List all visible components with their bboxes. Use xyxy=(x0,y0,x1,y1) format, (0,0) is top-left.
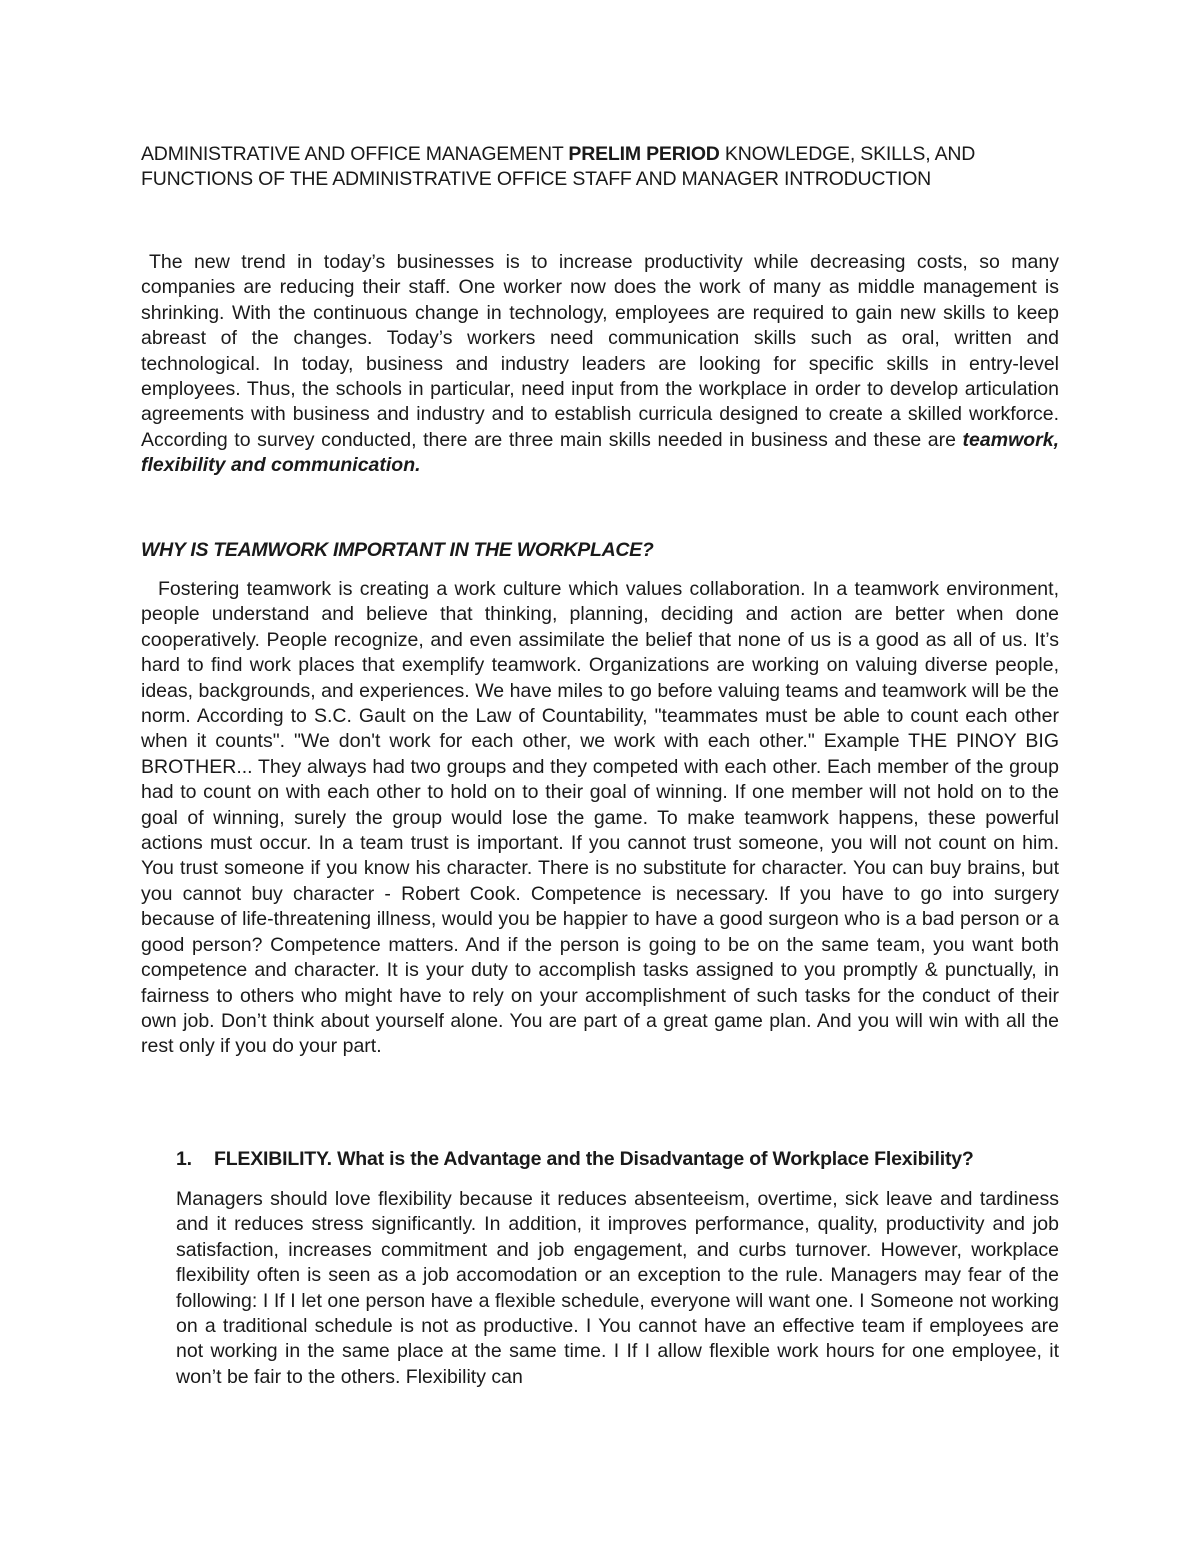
intro-emphasis: teamwork, flexibility and communication. xyxy=(141,428,1059,477)
title-text-part1: ADMINISTRATIVE AND OFFICE MANAGEMENT xyxy=(141,143,569,165)
teamwork-paragraph: Fostering teamwork is creating a work culture which values collaboration. In a teamwork environment, people understand and believe that thinking, planning, deciding and action are better when done cooperatively. People recognize, and even assimilate the belief that none of us is a good as all of us. It’s hard to find work places that exemplify teamwork. Organizations are working on valuing diverse people, ideas, backgrounds, and experiences. We have miles to go before valuing teams and teamwork will be the norm. According to S.C. Gault on the Law of Countability, "teammates must be able to count each other when it counts". "We don't work for each other, we work with each other." Example THE PINOY BIG BROTHER... They always had two groups and they competed with each other. Each member of the group had to count on with each other to hold on to their goal of winning. If one member will not hold on to the goal of winning, surely the group would lose the game. To make teamwork happens, these powerful actions must occur. In a team trust is important. If you cannot trust someone, you will not count on him. You trust someone if you know his character. There is no substitute for character. You can buy brains, but you cannot buy character - Robert Cook. Competence is necessary. If you have to go into surgery because of life-threatening illness, would you be happier to have a good surgeon who is a bad person or a good person? Competence matters. And if the person is going to be on the same team, you want both competence and character. It is your duty to accomplish tasks assigned to you promptly & punctually, in fairness to others who might have to rely on your accomplishment of such tasks for the conduct of their own job. Don’t think about yourself alone. You are part of a great game plan. And you will win with all the rest only if you do your part. xyxy=(141,578,1059,1058)
intro-paragraph xyxy=(141,250,1059,479)
flexibility-heading xyxy=(176,1147,974,1172)
teamwork-heading: WHY IS TEAMWORK IMPORTANT IN THE WORKPLACE? xyxy=(141,539,654,561)
document-page xyxy=(141,0,1059,1553)
flexibility-paragraph: Managers should love flexibility because it reduces absenteeism, overtime, sick leave and tardiness and it reduces stress significantly. In addition, it improves performance, quality, productivity and job satisfaction, increases commitment and job engagement, and curbs turnover. However, workplace flexibility often is seen as a job accomodation or an exception to the rule. Managers may fear of the following: I If I let one person have a flexible schedule, everyone will want one. I Someone not working on a traditional schedule is not as productive. I You cannot have an effective team if employees are not working in the same place at the same time. I If I allow flexible work hours for one employee, it won’t be fair to the others. Flexibility can xyxy=(176,1188,1059,1388)
title-text-part2: KNOWLEDGE, SKILLS, AND FUNCTIONS OF THE ADMINISTRATIVE OFFICE STAFF AND MANAGER INTRODUCTION xyxy=(141,143,976,190)
document-title xyxy=(141,142,1059,192)
flexibility-number: 1. xyxy=(176,1148,192,1170)
intro-text: The new trend in today’s businesses is to increase productivity while decreasing costs, so many companies are reducing their staff. One worker now does the work of many as middle management is shrinking. With the continuous change in technology, employees are required to gain new skills to keep abreast of the changes. Today’s workers need communication skills such as oral, written and technological. In today, business and industry leaders are looking for specific skills in entry-level employees. Thus, the schools in particular, need input from the workplace in order to develop articulation agreements with business and industry and to establish curricula designed to create a skilled workforce. According to survey conducted, there are three main skills needed in business and these are xyxy=(141,251,1059,451)
flexibility-heading-text: FLEXIBILITY. What is the Advantage and the Disadvantage of Workplace Flexibility? xyxy=(214,1148,974,1170)
title-prelim-period: PRELIM PERIOD xyxy=(568,143,720,165)
